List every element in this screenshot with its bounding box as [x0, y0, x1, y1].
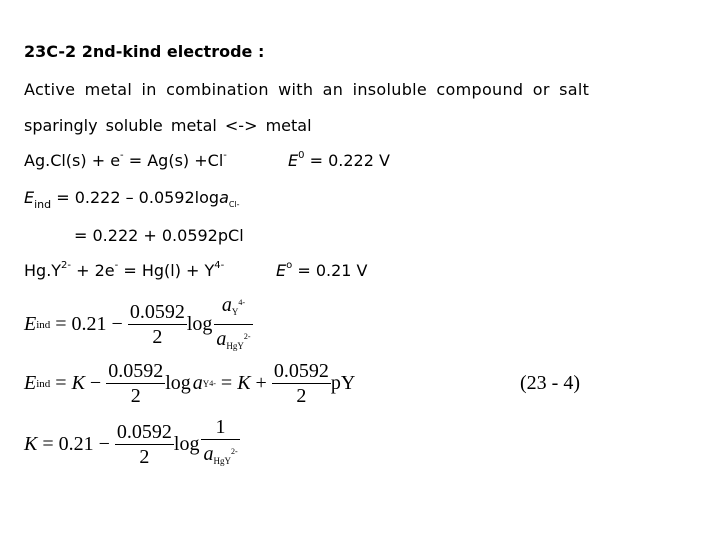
eq3-eq: = 0.21 −: [37, 432, 115, 455]
y-charge: 4-: [214, 260, 225, 271]
eq1-log: log: [186, 313, 213, 335]
reaction-agcl: [24, 150, 227, 170]
eq2-e: E: [24, 372, 37, 394]
eq3-k: K: [24, 432, 38, 455]
reaction-hgy-mid2: = Hg(l) + Y: [118, 261, 215, 280]
eq3-ratio-den-sup: 2-: [230, 447, 238, 456]
eq1-ratio: [214, 292, 252, 357]
reaction-hgy: [24, 260, 224, 280]
eq1-frac-den: 2: [152, 326, 163, 348]
standard-potential-agcl: [288, 150, 390, 170]
eq2-eq: =: [50, 372, 72, 394]
eind-agcl-equation: [24, 188, 240, 211]
eq2-ind: ind: [36, 377, 51, 390]
eq2-log: log: [165, 372, 191, 394]
e-value-2: = 0.21 V: [292, 261, 368, 280]
eq3-ratio-den: [201, 440, 239, 472]
e-symbol: E: [288, 151, 299, 170]
eq1-fraction: [128, 301, 187, 348]
eq2-fraction: [106, 360, 165, 407]
standard-potential-hgy: [276, 260, 367, 280]
eq3-ratio: [201, 416, 239, 472]
eq2-a-sub: Y: [202, 378, 210, 389]
description-line-2: sparingly soluble metal <-> metal: [24, 116, 312, 135]
eq3-ratio-num: 1: [201, 416, 239, 440]
eq2-fraction-2: [272, 360, 331, 407]
eq2-a: a: [192, 372, 203, 394]
eq3-frac-num: 0.0592: [116, 420, 172, 443]
eq1-ratio-num-a: a: [221, 294, 232, 316]
eind-sub: ind: [34, 198, 52, 211]
e-value: = 0.222 V: [304, 151, 390, 170]
eq2-py: pY: [330, 372, 356, 394]
reaction-agcl-left: Ag.Cl(s) + e: [24, 151, 121, 170]
eq1-ratio-den-sub: HgY: [226, 341, 244, 351]
eq2-eq-2: =: [215, 372, 238, 394]
eq3-ratio-den-a: a: [203, 443, 214, 465]
eq3-fraction: [115, 421, 174, 468]
eq1-frac-num: 0.0592: [129, 301, 185, 323]
e-standard-sup-2: o: [286, 260, 293, 271]
eq2-frac-den: 2: [130, 385, 141, 407]
eq2-frac2-den: 2: [296, 385, 307, 407]
nernst-equation-1: [24, 292, 253, 357]
eq2-k: K: [71, 372, 85, 394]
eq1-ratio-num: [214, 292, 252, 325]
hgy-charge: 2-: [61, 260, 72, 271]
slide-heading: 23C-2 2nd-kind electrode :: [24, 42, 265, 61]
eq3-frac-den: 2: [139, 445, 150, 468]
eind-e: E: [24, 188, 35, 207]
equation-number: (23 - 4): [520, 372, 580, 394]
eq1-ratio-den-a: a: [216, 328, 227, 350]
activity-a: a: [219, 188, 229, 207]
nernst-equation-3: [24, 416, 240, 472]
reaction-hgy-mid1: + 2e: [71, 261, 115, 280]
eq2-a-sup: 4-: [209, 379, 216, 388]
eq2-frac2-num: 0.0592: [273, 360, 329, 382]
eq1-ratio-den: [214, 325, 252, 357]
reaction-hgy-left: Hg.Y: [24, 261, 62, 280]
electron-charge: -: [120, 150, 124, 161]
eq2-k-2: K: [237, 372, 251, 394]
e-standard-sup: 0: [298, 150, 305, 161]
eq2-minus: −: [84, 372, 107, 394]
nernst-equation-2: [24, 360, 355, 407]
eq3-ratio-den-sub: HgY: [213, 456, 231, 466]
electron-charge-2: -: [114, 260, 119, 271]
eind-pcl-equation: = 0.222 + 0.0592pCl: [74, 226, 244, 245]
eq1-e: E: [24, 313, 37, 335]
eind-rhs: = 0.222 – 0.0592log: [51, 188, 220, 207]
eq3-log: log: [173, 432, 200, 455]
eq1-eq: = 0.21 −: [50, 313, 128, 335]
eq2-plus: +: [250, 372, 272, 394]
chloride-charge: -: [223, 150, 227, 161]
description-line-1: Active metal in combination with an insoluble compound or salt: [24, 80, 590, 99]
eq1-ind: ind: [36, 318, 51, 331]
reaction-agcl-mid: = Ag(s) +Cl: [123, 151, 224, 170]
eq1-ratio-num-sup: 4-: [238, 298, 246, 307]
activity-sub: Cl-: [228, 200, 240, 209]
eq2-frac-num: 0.0592: [108, 360, 164, 382]
e-symbol-2: E: [276, 261, 287, 280]
eq1-ratio-num-sub: Y: [231, 307, 239, 317]
eq1-ratio-den-sup: 2-: [243, 332, 251, 341]
